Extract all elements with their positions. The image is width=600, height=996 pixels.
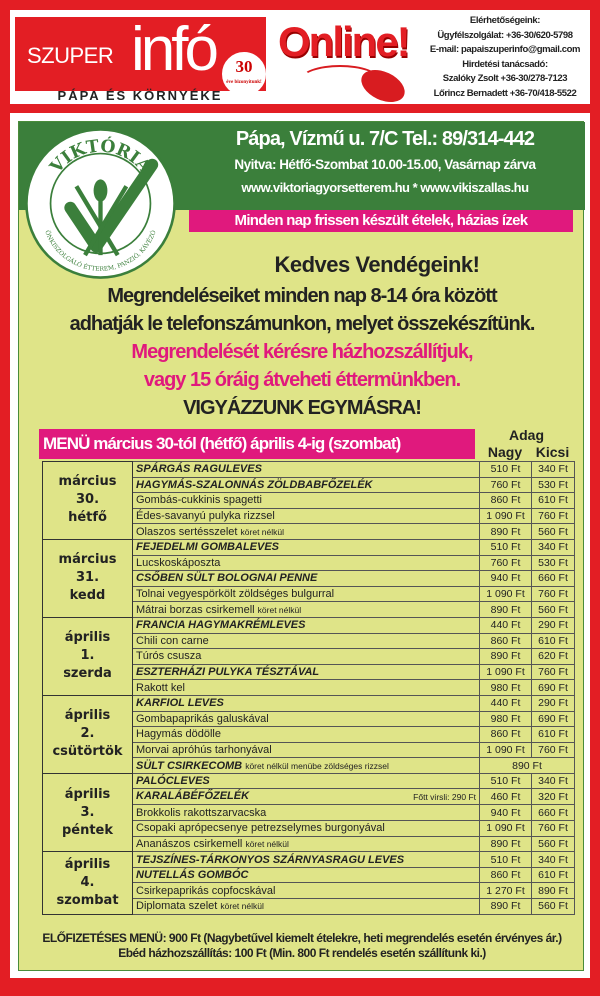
price-large: 860 Ft xyxy=(480,493,532,509)
price-small: 660 Ft xyxy=(532,571,575,587)
dish-name: Olaszos sertésszelet xyxy=(136,525,238,538)
price-large: 980 Ft xyxy=(480,711,532,727)
dish-name: CSŐBEN SÜLT BOLOGNAI PENNE xyxy=(136,572,318,585)
price-small: 660 Ft xyxy=(532,805,575,821)
menu-table xyxy=(42,461,575,915)
menu-title: MENÜ március 30-tól (hétfő) április 4-ig (szombat) xyxy=(39,429,475,459)
delivery-info-1: Megrendelését kérésre házhozszállítjuk, xyxy=(131,341,473,363)
delivery-info-2: vagy 15 óráig átveheti éttermünkben. xyxy=(143,369,461,391)
websites: www.viktoriagyorsetterem.hu * www.vikiszallas.hu xyxy=(241,180,529,195)
price-large: 940 Ft xyxy=(480,571,532,587)
dish-name: Gombás-cukkinis spagetti xyxy=(136,494,262,507)
dish-cell xyxy=(133,695,480,711)
price-small: 560 Ft xyxy=(532,836,575,852)
day-cell xyxy=(43,773,133,851)
dish-name: Túrós csusza xyxy=(136,650,202,663)
dish-cell xyxy=(133,508,480,524)
dish-name: Mátrai borzas csirkemell xyxy=(136,603,255,616)
price-small: 290 Ft xyxy=(532,695,575,711)
opening-hours: Nyitva: Hétfő-Szombat 10.00-15.00, Vasárnap zárva xyxy=(234,157,536,172)
menu-row xyxy=(43,539,575,555)
price-small: 530 Ft xyxy=(532,555,575,571)
brand-right: infó xyxy=(131,15,215,84)
dish-side-note: köret nélkül xyxy=(240,526,285,537)
price-small: 760 Ft xyxy=(532,586,575,602)
day-month: március xyxy=(58,552,117,568)
dish-name: PALÓCLEVES xyxy=(136,775,210,788)
day-cell xyxy=(43,695,133,773)
dish-name: Tolnai vegyespörkölt zöldséges bulgurral xyxy=(136,588,335,601)
dish-cell xyxy=(133,524,480,540)
day-cell xyxy=(43,462,133,540)
price-large: 860 Ft xyxy=(480,867,532,883)
dish-side-note: köret nélkül xyxy=(220,901,264,912)
dish-side-note: köret nélkül xyxy=(245,838,289,849)
menu-row xyxy=(43,462,575,478)
dish-side-note: köret nélkül xyxy=(257,604,302,615)
dish-name: ESZTERHÁZI PULYKA TÉSZTÁVAL xyxy=(136,666,320,679)
dish-cell xyxy=(133,852,480,868)
intro-text xyxy=(19,247,585,422)
day-month: április xyxy=(64,856,111,872)
dish-cell xyxy=(133,539,480,555)
price-small: 530 Ft xyxy=(532,477,575,493)
dish-cell xyxy=(133,462,480,478)
order-info-1: Megrendeléseiket minden nap 8-14 óra között xyxy=(107,285,497,307)
dish-name: Hagymás dödölle xyxy=(136,728,221,741)
price-large: 440 Ft xyxy=(480,695,532,711)
slogan: Minden nap frissen készült ételek, házias ízek xyxy=(189,210,573,232)
price-small: 690 Ft xyxy=(532,680,575,696)
price-small: 610 Ft xyxy=(532,727,575,743)
dish-name: Édes-savanyú pulyka rizzsel xyxy=(136,510,275,523)
day-date: 4. xyxy=(80,874,95,890)
dish-cell xyxy=(133,711,480,727)
dish-cell xyxy=(133,899,480,915)
price-small: 610 Ft xyxy=(532,633,575,649)
price-large: 980 Ft xyxy=(480,680,532,696)
price-small: 760 Ft xyxy=(532,821,575,837)
restaurant-ad xyxy=(18,121,584,971)
price-large: 510 Ft xyxy=(480,852,532,868)
dish-name: SPÁRGÁS RAGULEVES xyxy=(136,463,262,476)
day-weekday: kedd xyxy=(69,588,106,604)
price-small: 320 Ft xyxy=(532,789,575,805)
price-small: 760 Ft xyxy=(532,742,575,758)
price-large: 1 090 Ft xyxy=(480,742,532,758)
day-weekday: szombat xyxy=(56,892,119,908)
dish-cell xyxy=(133,477,480,493)
dish-name: SÜLT CSIRKECOMB xyxy=(136,759,243,772)
day-weekday: szerda xyxy=(63,666,112,682)
price-small: 340 Ft xyxy=(532,773,575,789)
price-large: 890 Ft xyxy=(480,524,532,540)
dish-name: Csopaki aprópecsenye petrezselymes burgonyával xyxy=(136,822,385,835)
dish-cell xyxy=(133,493,480,509)
day-date: 3. xyxy=(80,804,95,820)
greeting: Kedves Vendégeink! xyxy=(274,252,480,277)
dish-cell xyxy=(133,821,480,837)
dish-cell xyxy=(133,789,480,805)
dish-cell xyxy=(133,883,480,899)
menu-row xyxy=(43,695,575,711)
price-large: 1 090 Ft xyxy=(480,664,532,680)
price-small: 690 Ft xyxy=(532,711,575,727)
dish-cell xyxy=(133,571,480,587)
caution-text: VIGYÁZZUNK EGYMÁSRA! xyxy=(183,397,421,419)
dish-name: Lucskoskáposzta xyxy=(136,556,221,569)
price-small: 560 Ft xyxy=(532,524,575,540)
dish-name: FEJEDELMI GOMBALEVES xyxy=(136,541,280,554)
menu-row xyxy=(43,617,575,633)
price-small: 760 Ft xyxy=(532,508,575,524)
small-label: Kicsi xyxy=(535,444,570,460)
day-cell xyxy=(43,539,133,617)
price-large: 1 270 Ft xyxy=(480,883,532,899)
dish-cell xyxy=(133,758,480,774)
price-small: 610 Ft xyxy=(532,493,575,509)
dish-cell xyxy=(133,664,480,680)
dish-name: KARFIOL LEVES xyxy=(136,697,224,710)
online-logo: Online! xyxy=(278,18,409,65)
dish-cell xyxy=(133,727,480,743)
day-cell xyxy=(43,852,133,914)
address: Pápa, Vízmű u. 7/C Tel.: 89/314-442 xyxy=(235,128,535,150)
price-small: 760 Ft xyxy=(532,664,575,680)
dish-name: NUTELLÁS GOMBÓC xyxy=(136,869,249,882)
price-small: 340 Ft xyxy=(532,852,575,868)
menu-row xyxy=(43,852,575,868)
price-large: 460 Ft xyxy=(480,789,532,805)
day-cell xyxy=(43,617,133,695)
subscription-note: ELŐFIZETÉSES MENÜ: 900 Ft (Nagybetűvel kiemelt ételekre, heti megrendelés esetén érvényes ár.) xyxy=(42,931,562,945)
price-small: 890 Ft xyxy=(532,883,575,899)
price-small: 560 Ft xyxy=(532,899,575,915)
dish-cell xyxy=(133,586,480,602)
dish-name: KARALÁBÉFŐZELÉK xyxy=(136,790,250,803)
dish-name: Brokkolis rakottszarvacska xyxy=(136,806,267,819)
day-date: 1. xyxy=(80,648,95,664)
price-small: 620 Ft xyxy=(532,649,575,665)
day-weekday: péntek xyxy=(61,822,114,838)
dish-name: Gombapaprikás galuskával xyxy=(136,712,269,725)
price-large: 1 090 Ft xyxy=(480,821,532,837)
dish-cell xyxy=(133,805,480,821)
footer-notes xyxy=(19,931,585,961)
header-banner xyxy=(10,10,590,104)
szuperinfo-logo xyxy=(15,17,266,91)
region-label: PÁPA ÉS KÖRNYÉKE xyxy=(57,88,223,103)
day-month: április xyxy=(64,786,111,802)
dish-cell xyxy=(133,602,480,618)
price-large: 760 Ft xyxy=(480,477,532,493)
price-large: 760 Ft xyxy=(480,555,532,571)
dish-cell xyxy=(133,867,480,883)
dish-cell xyxy=(133,555,480,571)
dish-side-note: köret nélkül menübe zöldséges rizzsel xyxy=(245,760,389,771)
dish-cell xyxy=(133,617,480,633)
dish-name: Diplomata szelet xyxy=(136,900,218,913)
dish-name: Ananászos csirkemell xyxy=(136,837,243,850)
day-date: 31. xyxy=(75,570,100,586)
day-weekday: csütörtök xyxy=(52,744,123,760)
dish-name: FRANCIA HAGYMAKRÉMLEVES xyxy=(136,619,306,632)
price-large: 1 090 Ft xyxy=(480,508,532,524)
price-large: 890 Ft xyxy=(480,899,532,915)
dish-name: Csirkepaprikás copfocskával xyxy=(136,884,276,897)
price-small: 290 Ft xyxy=(532,617,575,633)
order-info-2: adhatják le telefonszámunkon, melyet összekészítünk. xyxy=(69,313,535,335)
price-single: 890 Ft xyxy=(480,758,575,774)
delivery-note: Ebéd házhozszállítás: 100 Ft (Min. 800 Ft rendelés esetén szállítunk ki.) xyxy=(118,946,486,960)
large-label: Nagy xyxy=(487,444,523,460)
price-large: 940 Ft xyxy=(480,805,532,821)
contact-info: Elérhetőségeink: Ügyfélszolgálat: +36-30/620-5798 E-mail: papaiszuperinfo@gmail.com Hirdetési tanácsadó: Szalóky Zsolt +36-30/278-7123 Lőrincz Bernadett +36-70/418-5522 xyxy=(429,15,581,99)
day-month: március xyxy=(58,474,117,490)
dish-name: HAGYMÁS-SZALONNÁS ZÖLDBABFŐZELÉK xyxy=(136,478,373,491)
price-large: 860 Ft xyxy=(480,633,532,649)
price-small: 340 Ft xyxy=(532,462,575,478)
price-small: 610 Ft xyxy=(532,867,575,883)
svg-text:ÖNKISZOLGÁLÓ ÉTTEREM, PANZIÓ,: ÖNKISZOLGÁLÓ ÉTTEREM, PANZIÓ, KÁVÉZÓ xyxy=(43,229,158,273)
price-large: 890 Ft xyxy=(480,602,532,618)
dish-name: Chili con carne xyxy=(136,634,209,647)
price-large: 890 Ft xyxy=(480,836,532,852)
day-date: 2. xyxy=(80,726,95,742)
dish-name: Morvai apróhús tarhonyával xyxy=(136,743,272,756)
day-date: 30. xyxy=(75,492,100,508)
dish-cell xyxy=(133,742,480,758)
dish-cell xyxy=(133,649,480,665)
price-large: 860 Ft xyxy=(480,727,532,743)
dish-cell xyxy=(133,836,480,852)
price-large: 510 Ft xyxy=(480,462,532,478)
portion-label: Adag xyxy=(509,427,544,443)
day-month: április xyxy=(64,708,111,724)
brand-left: SZUPER xyxy=(27,43,114,68)
dish-name: Rakott kel xyxy=(136,681,185,694)
dish-cell xyxy=(133,773,480,789)
dish-cell xyxy=(133,633,480,649)
day-month: április xyxy=(64,630,111,646)
dish-cell xyxy=(133,680,480,696)
price-large: 440 Ft xyxy=(480,617,532,633)
price-large: 510 Ft xyxy=(480,773,532,789)
price-large: 890 Ft xyxy=(480,649,532,665)
price-large: 1 090 Ft xyxy=(480,586,532,602)
price-large: 510 Ft xyxy=(480,539,532,555)
svg-text:VIKTÓRIA: VIKTÓRIA xyxy=(46,136,155,178)
spoon-icon xyxy=(94,179,108,201)
day-weekday: hétfő xyxy=(68,510,107,526)
anniversary-badge: 30 éve bizonyítunk! xyxy=(222,52,266,96)
menu-row xyxy=(43,773,575,789)
price-small: 560 Ft xyxy=(532,602,575,618)
price-small: 340 Ft xyxy=(532,539,575,555)
dish-extra-note: Főtt virsli: 290 Ft xyxy=(413,792,476,803)
dish-name: TEJSZÍNES-TÁRKONYOS SZÁRNYASRAGU LEVES xyxy=(136,853,405,866)
